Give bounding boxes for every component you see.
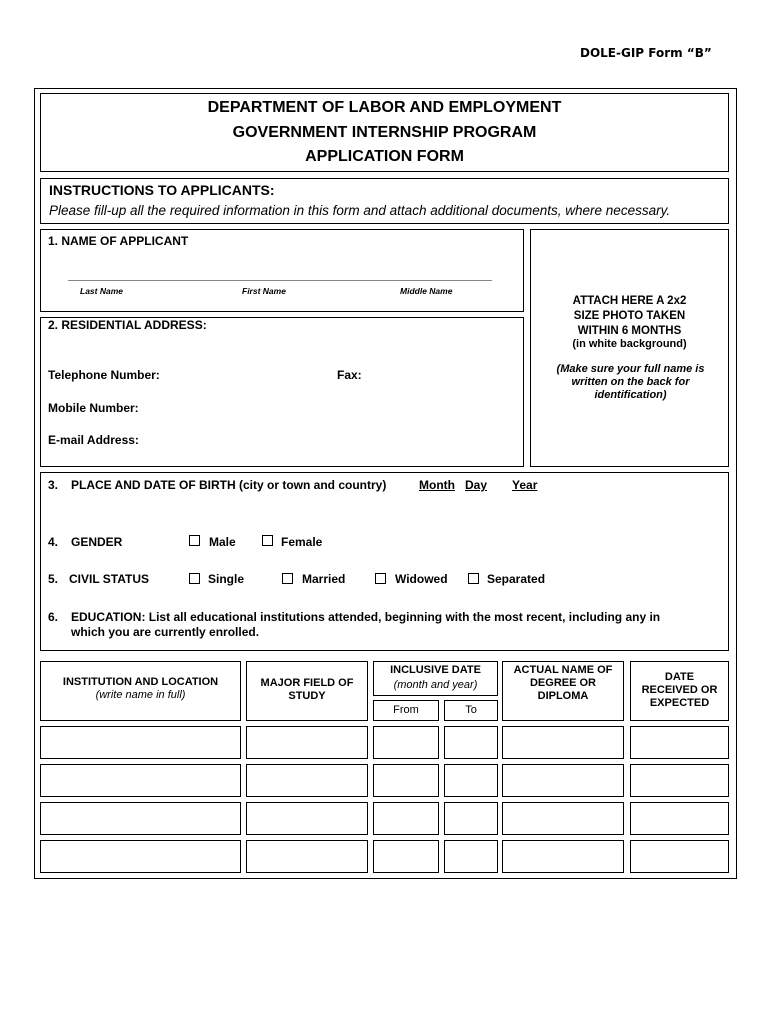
instructions-box bbox=[40, 178, 729, 224]
telephone-label: Telephone Number: bbox=[48, 368, 160, 382]
photo-text-4: (in white background) bbox=[572, 338, 687, 350]
header-date-line-2: RECEIVED OR bbox=[641, 684, 718, 696]
photo-note: (Make sure your full name is written on the back for identification) bbox=[556, 363, 705, 401]
edu-cell-institution-row-2[interactable] bbox=[40, 764, 241, 797]
header-dates bbox=[373, 661, 498, 696]
title-box bbox=[40, 93, 729, 172]
header-dates-label: INCLUSIVE DATE bbox=[390, 664, 481, 676]
edu-cell-date-row-4[interactable] bbox=[630, 840, 729, 873]
header-date-received bbox=[630, 661, 729, 721]
fax-label: Fax: bbox=[337, 368, 362, 382]
civil-status-label: CIVIL STATUS bbox=[69, 572, 150, 586]
birth-number: 3. bbox=[48, 478, 59, 492]
single-checkbox[interactable] bbox=[189, 573, 200, 584]
edu-cell-date-row-3[interactable] bbox=[630, 802, 729, 835]
personal-details-section bbox=[40, 472, 729, 651]
mobile-label: Mobile Number: bbox=[48, 401, 139, 415]
edu-cell-major-row-2[interactable] bbox=[246, 764, 368, 797]
gender-label: GENDER bbox=[71, 535, 123, 549]
widowed-label: Widowed bbox=[395, 572, 448, 586]
education-text-2: which you are currently enrolled. bbox=[71, 625, 260, 639]
header-degree-line-1: ACTUAL NAME OF bbox=[513, 664, 613, 676]
civil-status-number: 5. bbox=[48, 572, 59, 586]
header-institution-label: INSTITUTION AND LOCATION bbox=[62, 676, 219, 688]
header-degree-line-3: DIPLOMA bbox=[537, 690, 589, 702]
header-institution bbox=[40, 661, 241, 721]
email-label: E-mail Address: bbox=[48, 433, 139, 447]
male-label: Male bbox=[209, 535, 236, 549]
edu-cell-degree-row-1[interactable] bbox=[502, 726, 624, 759]
photo-text-3: WITHIN 6 MONTHS bbox=[577, 325, 682, 337]
edu-cell-from-row-2[interactable] bbox=[373, 764, 439, 797]
header-date-line-1: DATE bbox=[664, 671, 695, 683]
edu-cell-major-row-4[interactable] bbox=[246, 840, 368, 873]
birth-year: Year bbox=[512, 478, 538, 492]
gender-number: 4. bbox=[48, 535, 59, 549]
edu-cell-institution-row-1[interactable] bbox=[40, 726, 241, 759]
address-section bbox=[40, 317, 524, 467]
edu-cell-major-row-1[interactable] bbox=[246, 726, 368, 759]
title-line-3: APPLICATION FORM bbox=[305, 148, 464, 165]
female-checkbox[interactable] bbox=[262, 535, 273, 546]
edu-cell-from-row-3[interactable] bbox=[373, 802, 439, 835]
name-section bbox=[40, 229, 524, 312]
header-date-line-3: EXPECTED bbox=[649, 697, 710, 709]
name-label: 1. NAME OF APPLICANT bbox=[48, 234, 189, 248]
edu-cell-institution-row-3[interactable] bbox=[40, 802, 241, 835]
edu-cell-to-row-4[interactable] bbox=[444, 840, 498, 873]
separated-checkbox[interactable] bbox=[468, 573, 479, 584]
birth-day: Day bbox=[465, 478, 488, 492]
edu-cell-date-row-1[interactable] bbox=[630, 726, 729, 759]
edu-cell-from-row-4[interactable] bbox=[373, 840, 439, 873]
header-degree-line-2: DEGREE OR bbox=[529, 677, 596, 689]
photo-text-1: ATTACH HERE A 2x2 bbox=[572, 295, 687, 307]
instructions-text: Please fill-up all the required information in this form and attach additional documents, where necessary. bbox=[49, 203, 671, 218]
header-major-line-1: MAJOR FIELD OF bbox=[260, 677, 354, 689]
form-code: DOLE-GIP Form “B” bbox=[580, 46, 712, 60]
photo-box bbox=[530, 229, 729, 467]
edu-cell-major-row-3[interactable] bbox=[246, 802, 368, 835]
married-label: Married bbox=[302, 572, 346, 586]
edu-cell-institution-row-4[interactable] bbox=[40, 840, 241, 873]
header-from: From bbox=[373, 700, 439, 721]
separated-label: Separated bbox=[487, 572, 546, 586]
edu-cell-date-row-2[interactable] bbox=[630, 764, 729, 797]
header-degree bbox=[502, 661, 624, 721]
edu-cell-from-row-1[interactable] bbox=[373, 726, 439, 759]
edu-cell-to-row-2[interactable] bbox=[444, 764, 498, 797]
name-input-line[interactable] bbox=[68, 280, 492, 281]
female-label: Female bbox=[281, 535, 323, 549]
married-checkbox[interactable] bbox=[282, 573, 293, 584]
education-number: 6. bbox=[48, 610, 59, 624]
last-name-caption: Last Name bbox=[80, 286, 123, 296]
male-checkbox[interactable] bbox=[189, 535, 200, 546]
title-line-1: DEPARTMENT OF LABOR AND EMPLOYMENT bbox=[207, 99, 562, 116]
address-label: 2. RESIDENTIAL ADDRESS: bbox=[48, 318, 207, 332]
edu-cell-degree-row-4[interactable] bbox=[502, 840, 624, 873]
title-line-2: GOVERNMENT INTERNSHIP PROGRAM bbox=[232, 124, 537, 141]
instructions-heading: INSTRUCTIONS TO APPLICANTS: bbox=[49, 182, 275, 198]
header-institution-note: (write name in full) bbox=[95, 689, 186, 701]
birth-month: Month bbox=[419, 478, 455, 492]
edu-cell-to-row-1[interactable] bbox=[444, 726, 498, 759]
edu-cell-degree-row-3[interactable] bbox=[502, 802, 624, 835]
first-name-caption: First Name bbox=[242, 286, 286, 296]
edu-cell-to-row-3[interactable] bbox=[444, 802, 498, 835]
single-label: Single bbox=[208, 572, 245, 586]
header-to: To bbox=[444, 700, 498, 721]
photo-text-2: SIZE PHOTO TAKEN bbox=[573, 310, 686, 322]
header-major bbox=[246, 661, 368, 721]
header-dates-note: (month and year) bbox=[393, 679, 478, 691]
edu-cell-degree-row-2[interactable] bbox=[502, 764, 624, 797]
birth-label: PLACE AND DATE OF BIRTH (city or town and country) bbox=[71, 478, 387, 492]
middle-name-caption: Middle Name bbox=[400, 286, 453, 296]
header-major-line-2: STUDY bbox=[288, 690, 326, 702]
education-text-1: EDUCATION: List all educational institutions attended, beginning with the most recent, including any in bbox=[71, 610, 661, 624]
widowed-checkbox[interactable] bbox=[375, 573, 386, 584]
